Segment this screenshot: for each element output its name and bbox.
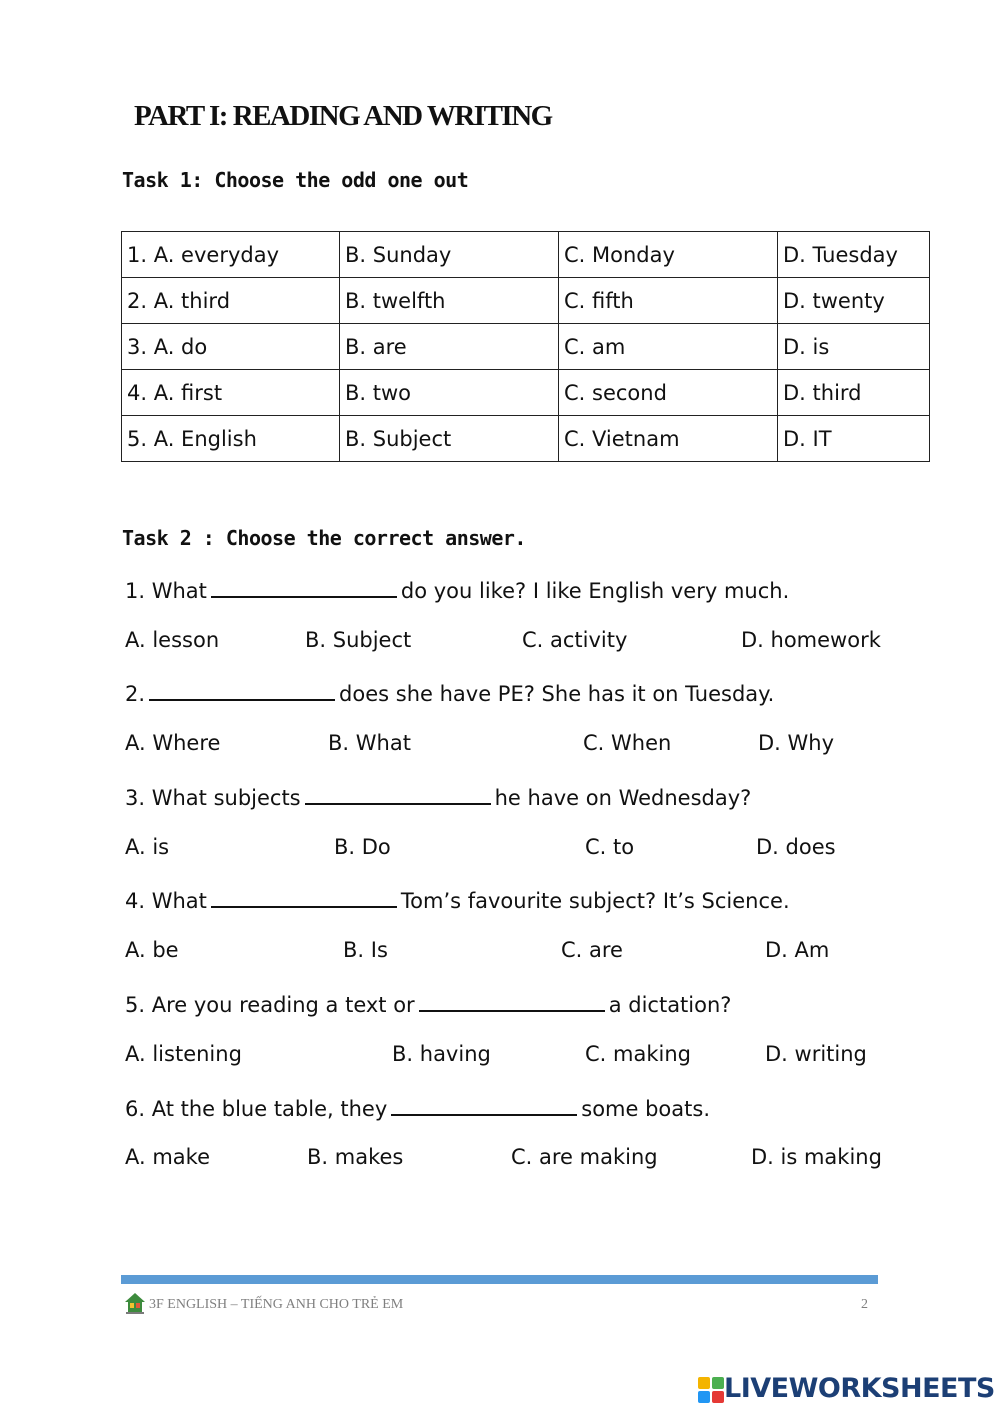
option-c[interactable]: C. are making bbox=[511, 1145, 658, 1169]
option-b[interactable]: B. having bbox=[392, 1042, 491, 1066]
option-c[interactable]: C. When bbox=[583, 731, 672, 755]
question-5 bbox=[125, 990, 731, 1017]
table-row bbox=[122, 416, 930, 462]
table-cell[interactable]: 2. A. third bbox=[122, 278, 340, 324]
liveworksheets-logo-icon bbox=[698, 1377, 724, 1403]
table-cell[interactable]: D. Tuesday bbox=[778, 232, 930, 278]
house-logo-icon bbox=[124, 1292, 146, 1314]
option-a[interactable]: A. listening bbox=[125, 1042, 242, 1066]
part-title: PART I: READING AND WRITING bbox=[134, 100, 552, 132]
question-1 bbox=[125, 576, 789, 603]
table-cell[interactable]: B. twelfth bbox=[340, 278, 559, 324]
table-row bbox=[122, 370, 930, 416]
answer-blank[interactable] bbox=[419, 990, 605, 1012]
option-d[interactable]: D. homework bbox=[741, 628, 881, 652]
question-text: Tom’s favourite subject? It’s Science. bbox=[400, 889, 790, 913]
answer-blank[interactable] bbox=[149, 679, 335, 701]
question-3 bbox=[125, 783, 751, 810]
option-c[interactable]: C. making bbox=[585, 1042, 691, 1066]
table-cell[interactable]: B. are bbox=[340, 324, 559, 370]
question-text: 5. Are you reading a text or bbox=[125, 993, 415, 1017]
table-row bbox=[122, 324, 930, 370]
task1-title: Task 1: Choose the odd one out bbox=[122, 168, 469, 192]
option-c[interactable]: C. are bbox=[561, 938, 623, 962]
question-text: 2. bbox=[125, 682, 146, 706]
odd-one-out-table bbox=[121, 231, 930, 462]
option-a[interactable]: A. Where bbox=[125, 731, 221, 755]
table-cell[interactable]: B. two bbox=[340, 370, 559, 416]
option-d[interactable]: D. Am bbox=[765, 938, 830, 962]
option-d[interactable]: D. Why bbox=[758, 731, 835, 755]
footer-divider bbox=[121, 1275, 878, 1284]
question-text: does she have PE? She has it on Tuesday. bbox=[339, 682, 775, 706]
table-row bbox=[122, 232, 930, 278]
question-text: 4. What bbox=[125, 889, 207, 913]
table-cell[interactable]: B. Sunday bbox=[340, 232, 559, 278]
option-a[interactable]: A. is bbox=[125, 835, 170, 859]
option-b[interactable]: B. Do bbox=[334, 835, 391, 859]
question-text: some boats. bbox=[581, 1097, 711, 1121]
question-text: he have on Wednesday? bbox=[494, 786, 752, 810]
question-4 bbox=[125, 886, 790, 913]
table-cell[interactable]: D. third bbox=[778, 370, 930, 416]
question-text: 1. What bbox=[125, 579, 207, 603]
footer-text: 3F ENGLISH – TIẾNG ANH CHO TRẺ EM bbox=[149, 1297, 404, 1312]
option-b[interactable]: B. Is bbox=[343, 938, 388, 962]
option-b[interactable]: B. Subject bbox=[305, 628, 412, 652]
option-d[interactable]: D. does bbox=[756, 835, 836, 859]
question-text: a dictation? bbox=[608, 993, 732, 1017]
answer-blank[interactable] bbox=[211, 886, 397, 908]
table-cell[interactable]: C. second bbox=[559, 370, 778, 416]
table-cell[interactable]: 3. A. do bbox=[122, 324, 340, 370]
question-text: 6. At the blue table, they bbox=[125, 1097, 388, 1121]
table-cell[interactable]: C. Vietnam bbox=[559, 416, 778, 462]
option-a[interactable]: A. be bbox=[125, 938, 179, 962]
option-d[interactable]: D. writing bbox=[765, 1042, 867, 1066]
answer-blank[interactable] bbox=[305, 783, 491, 805]
table-cell[interactable]: B. Subject bbox=[340, 416, 559, 462]
option-b[interactable]: B. makes bbox=[307, 1145, 404, 1169]
option-a[interactable]: A. lesson bbox=[125, 628, 220, 652]
table-cell[interactable]: D. IT bbox=[778, 416, 930, 462]
option-b[interactable]: B. What bbox=[328, 731, 411, 755]
question-text: do you like? I like English very much. bbox=[400, 579, 790, 603]
table-cell[interactable]: D. twenty bbox=[778, 278, 930, 324]
table-cell[interactable]: 5. A. English bbox=[122, 416, 340, 462]
table-cell[interactable]: C. am bbox=[559, 324, 778, 370]
option-c[interactable]: C. to bbox=[585, 835, 635, 859]
question-6 bbox=[125, 1094, 710, 1121]
table-cell[interactable]: C. Monday bbox=[559, 232, 778, 278]
question-2 bbox=[125, 679, 774, 706]
question-text: 3. What subjects bbox=[125, 786, 301, 810]
table-row bbox=[122, 278, 930, 324]
table-cell[interactable]: D. is bbox=[778, 324, 930, 370]
option-c[interactable]: C. activity bbox=[522, 628, 628, 652]
option-d[interactable]: D. is making bbox=[751, 1145, 882, 1169]
table-cell[interactable]: C. fifth bbox=[559, 278, 778, 324]
answer-blank[interactable] bbox=[391, 1094, 577, 1116]
table-cell[interactable]: 4. A. first bbox=[122, 370, 340, 416]
task2-title: Task 2 : Choose the correct answer. bbox=[122, 526, 526, 550]
answer-blank[interactable] bbox=[211, 576, 397, 598]
page-number: 2 bbox=[861, 1297, 868, 1312]
liveworksheets-wordmark[interactable]: LIVEWORKSHEETS bbox=[724, 1373, 995, 1404]
table-cell[interactable]: 1. A. everyday bbox=[122, 232, 340, 278]
option-a[interactable]: A. make bbox=[125, 1145, 211, 1169]
